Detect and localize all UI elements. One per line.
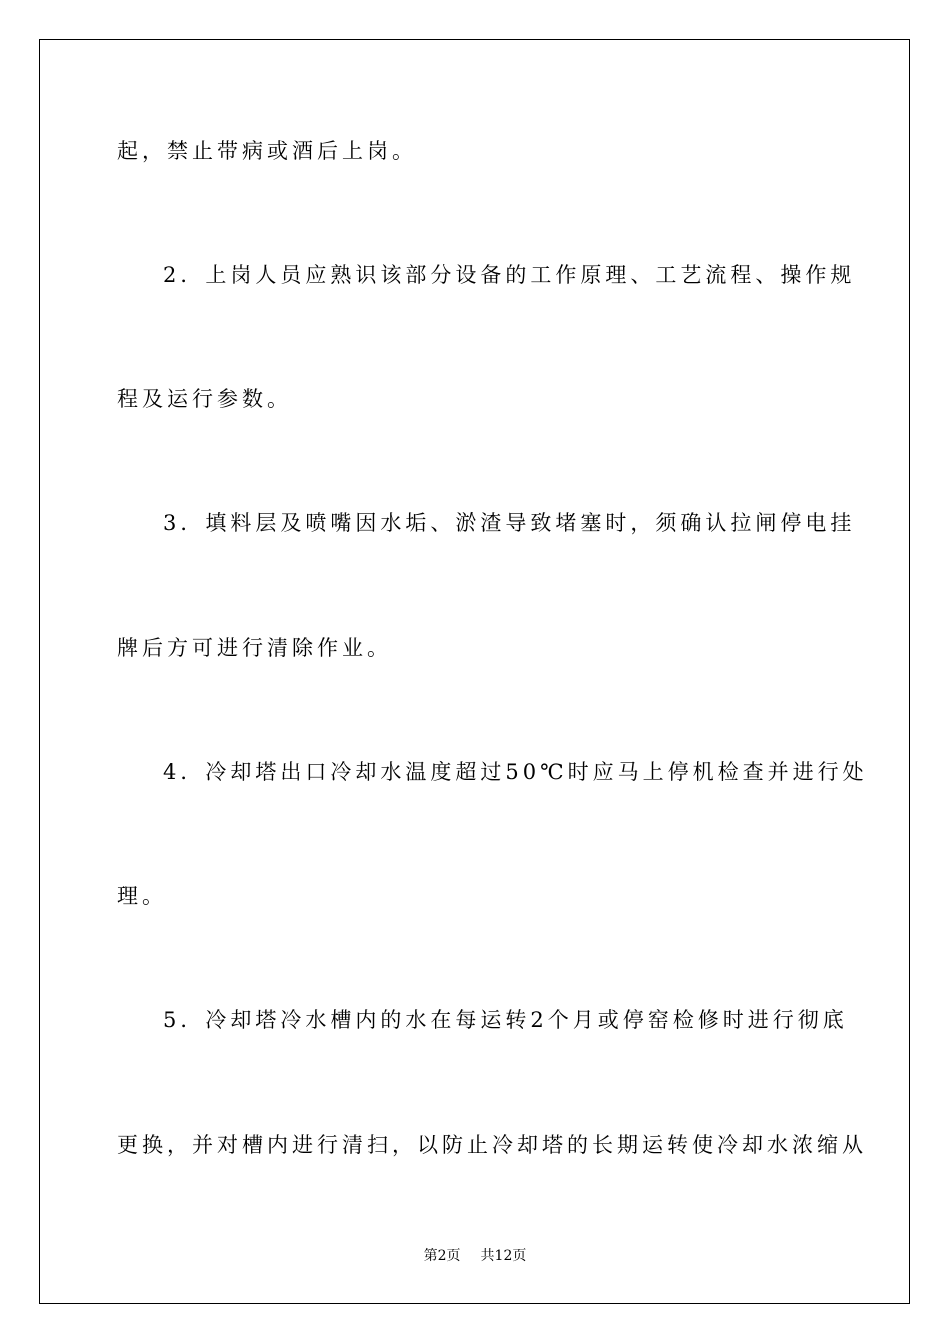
page-frame — [39, 39, 910, 1304]
text-line-3: 程及运行参数。 — [117, 387, 292, 411]
page-number: 第2页 — [423, 1248, 461, 1264]
text-line-7: 理。 — [117, 884, 167, 908]
text-line-4: 3．填料层及喷嘴因水垢、淤渣导致堵塞时，须确认拉闸停电挂 — [163, 511, 856, 535]
text-line-9: 更换，并对槽内进行清扫，以防止冷却塔的长期运转使冷却水浓缩从 — [117, 1133, 867, 1157]
page-total: 共12页 — [480, 1248, 527, 1264]
text-line-1: 起，禁止带病或酒后上岗。 — [117, 139, 417, 163]
text-line-5: 牌后方可进行清除作业。 — [117, 636, 392, 660]
text-line-8: 5．冷却塔冷水槽内的水在每运转2个月或停窑检修时进行彻底 — [163, 1008, 848, 1032]
text-line-6: 4．冷却塔出口冷却水温度超过50℃时应马上停机检查并进行处 — [163, 760, 868, 784]
text-line-2: 2．上岗人员应熟识该部分设备的工作原理、工艺流程、操作规 — [163, 263, 856, 287]
page-footer — [0, 1247, 950, 1265]
